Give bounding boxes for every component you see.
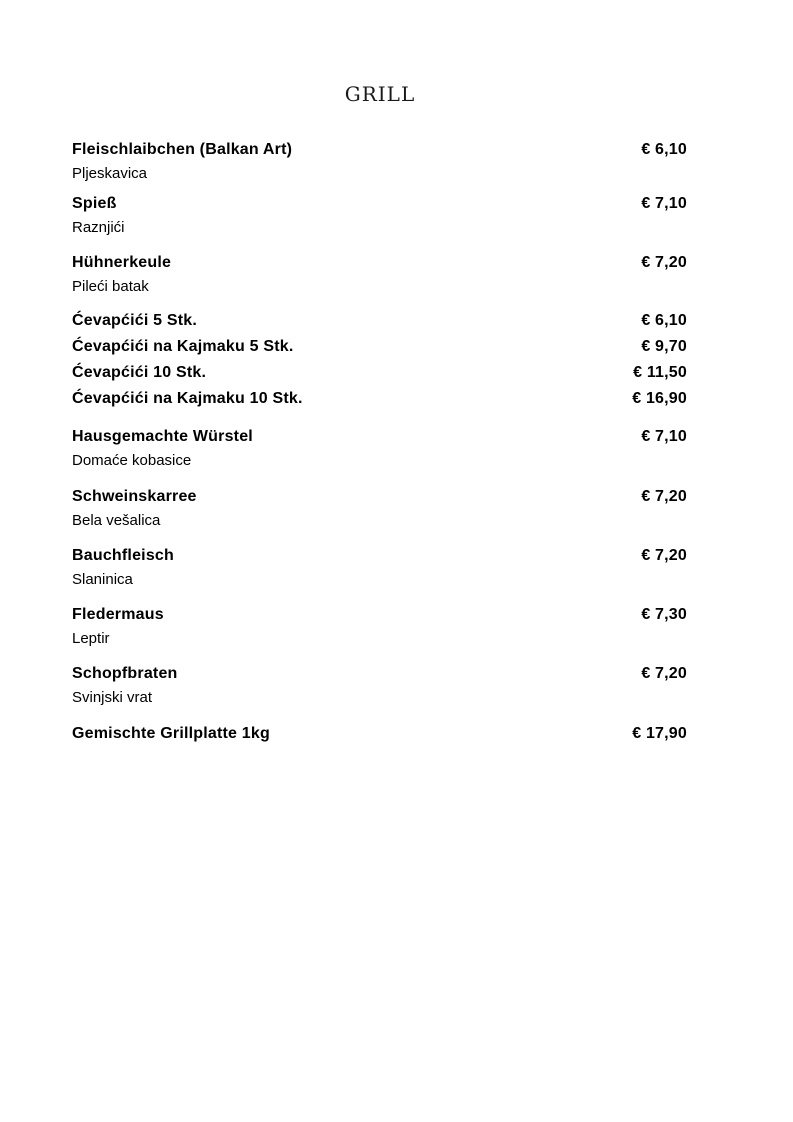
menu-item-price: € 16,90 xyxy=(632,390,687,407)
menu-item xyxy=(72,487,687,531)
menu-item-name: Ćevapćići 10 Stk. xyxy=(72,364,207,381)
menu-item-price: € 11,50 xyxy=(633,364,687,381)
menu-item-row xyxy=(72,337,687,357)
menu-item-price: € 7,20 xyxy=(641,254,687,271)
menu-item-row xyxy=(72,194,687,214)
menu-item-name: Fleischlaibchen (Balkan Art) xyxy=(72,141,293,158)
menu-item-price: € 6,10 xyxy=(641,312,687,329)
menu-item xyxy=(72,427,687,471)
menu-item-subtitle: Slaninica xyxy=(72,571,133,588)
menu-item-name: Hausgemachte Würstel xyxy=(72,428,253,445)
menu-item-subtitle: Bela vešalica xyxy=(72,512,161,529)
menu-list xyxy=(72,140,687,744)
menu-item-price: € 9,70 xyxy=(641,338,687,355)
menu-item-price: € 7,10 xyxy=(641,428,687,445)
menu-item xyxy=(72,363,687,383)
menu-item-name: Spieß xyxy=(72,195,117,212)
menu-item xyxy=(72,140,687,184)
menu-item-name: Schopfbraten xyxy=(72,665,178,682)
menu-item-row xyxy=(72,664,687,684)
menu-item-name: Bauchfleisch xyxy=(72,547,174,564)
menu-item xyxy=(72,724,687,744)
menu-item-row xyxy=(72,605,687,625)
menu-item-price: € 17,90 xyxy=(632,725,687,742)
menu-item xyxy=(72,194,687,238)
menu-item xyxy=(72,253,687,297)
menu-item xyxy=(72,605,687,649)
menu-item-subtitle: Svinjski vrat xyxy=(72,689,153,706)
menu-item-name: Fledermaus xyxy=(72,606,164,623)
menu-item-subtitle: Pileći batak xyxy=(72,278,149,295)
menu-item-name: Ćevapćići 5 Stk. xyxy=(72,312,198,329)
menu-item-subtitle: Raznjići xyxy=(72,219,125,236)
page-title: GRILL xyxy=(344,82,416,106)
menu-item-row xyxy=(72,724,687,744)
menu-item-price: € 7,30 xyxy=(641,606,687,623)
menu-item-name: Ćevapćići na Kajmaku 5 Stk. xyxy=(72,338,294,355)
menu-item-subtitle: Pljeskavica xyxy=(72,165,148,182)
menu-item-row xyxy=(72,140,687,160)
menu-item-row xyxy=(72,427,687,447)
menu-item-price: € 7,20 xyxy=(641,547,687,564)
menu-item-price: € 7,20 xyxy=(641,488,687,505)
menu-item-row xyxy=(72,546,687,566)
menu-item-subtitle: Domaće kobasice xyxy=(72,452,192,469)
menu-item-price: € 7,20 xyxy=(641,665,687,682)
menu-item-price: € 6,10 xyxy=(641,141,687,158)
menu-item-name: Hühnerkeule xyxy=(72,254,172,271)
menu-item-subtitle: Leptir xyxy=(72,630,110,647)
menu-item-row xyxy=(72,311,687,331)
menu-item xyxy=(72,337,687,357)
menu-item xyxy=(72,389,687,409)
menu-item-row xyxy=(72,389,687,409)
menu-item xyxy=(72,311,687,331)
menu-item-name: Ćevapćići na Kajmaku 10 Stk. xyxy=(72,390,303,407)
menu-item-name: Gemischte Grillplatte 1kg xyxy=(72,725,270,742)
menu-item xyxy=(72,664,687,708)
menu-item-row xyxy=(72,363,687,383)
menu-item-row xyxy=(72,487,687,507)
menu-item-row xyxy=(72,253,687,273)
menu-item xyxy=(72,546,687,590)
menu-item-name: Schweinskarree xyxy=(72,488,197,505)
menu-item-price: € 7,10 xyxy=(641,195,687,212)
